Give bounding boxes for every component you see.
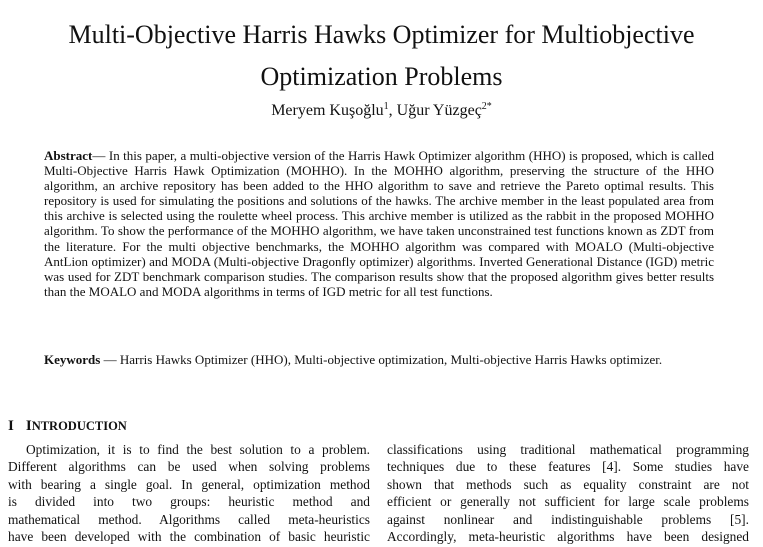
- abstract-label: Abstract: [44, 148, 93, 163]
- paper-title: [0, 14, 763, 98]
- section-number: I: [8, 418, 14, 434]
- body-line: is divided into two groups: heuristic method and: [8, 494, 370, 510]
- body-line: against nonlinear and indistinguishable problems [5].: [387, 511, 749, 527]
- body-line: Optimization, it is to find the best solution to a problem.: [26, 442, 370, 457]
- author-affiliation-2: 2*: [481, 101, 492, 112]
- body-line: Different algorithms can be used when solving problems: [8, 459, 370, 475]
- body-line: with bearing a single goal. In general, optimization method: [8, 476, 370, 492]
- keywords-label: Keywords: [44, 352, 101, 367]
- section-heading: [8, 416, 127, 436]
- body-line: classifications using traditional mathematical programming: [387, 442, 749, 457]
- body-column-right: [387, 441, 749, 545]
- body-line: Accordingly, meta-heuristic algorithms have been designed: [387, 528, 749, 544]
- author-name-1: Meryem Kuşoğlu: [271, 102, 384, 119]
- paper-title-line-2: Optimization Problems: [260, 62, 503, 91]
- body-line: shown that methods such as equality constraint are not: [387, 476, 749, 492]
- body-line: have been developed with the combination of basic heuristic: [8, 528, 370, 544]
- body-line: mathematical method. Algorithms called meta-heuristics: [8, 511, 370, 527]
- author-affiliation-1: 1: [383, 101, 389, 112]
- paper-title-line-1: Multi-Objective Harris Hawks Optimizer for Multiobjective: [68, 20, 695, 49]
- author-list: [0, 100, 763, 122]
- keywords-text: — Harris Hawks Optimizer (HHO), Multi-objective optimization, Multi-objective Harris Hawks optimizer.: [100, 352, 663, 367]
- section-title-rest: NTRODUCTION: [31, 419, 127, 433]
- body-line: techniques due to these features [4]. Some studies have: [387, 459, 749, 475]
- body-column-left: [8, 441, 370, 545]
- author-separator: ,: [388, 102, 397, 119]
- keywords: [44, 352, 714, 367]
- abstract-text: — In this paper, a multi-objective version of the Harris Hawk Optimizer algorithm (HHO) is proposed, which is called Multi-Objective Harris Hawk Optimization (MOHHO). In the MOHHO algorithm, preserving the structure of the HHO algorithm, an archive repository has been added to the HHO algorithm to save and retrieve the Pareto optimal results. This repository is used for simulating the positions and solutions of the hawks. The archive member in the least populated area from this archive is selected using the roulette wheel process. This archive member is utilized as the rabbit in the proposed MOHHO algorithm. To show the performance of the MOHHO algorithm, we have taken unconstrained test functions known as ZDT from the literature. For the multi objective benchmarks, the MOHHO algorithm was compared with MOALO (Multi-objective AntLion optimizer) and MODA (Multi-objective Dragonfly optimizer) algorithms. Inverted Generational Distance (IGD) metric was used for ZDT benchmark comparison studies. The comparison results show that the proposed algorithm gives better results than the MOALO and MODA algorithms in terms of IGD metric for all test functions.: [44, 148, 714, 299]
- abstract: [44, 148, 714, 299]
- body-line: efficient or generally not sufficient for large scale problems: [387, 494, 749, 510]
- section-title-initial: I: [25, 418, 32, 434]
- author-name-2: Uğur Yüzgeç: [396, 102, 482, 119]
